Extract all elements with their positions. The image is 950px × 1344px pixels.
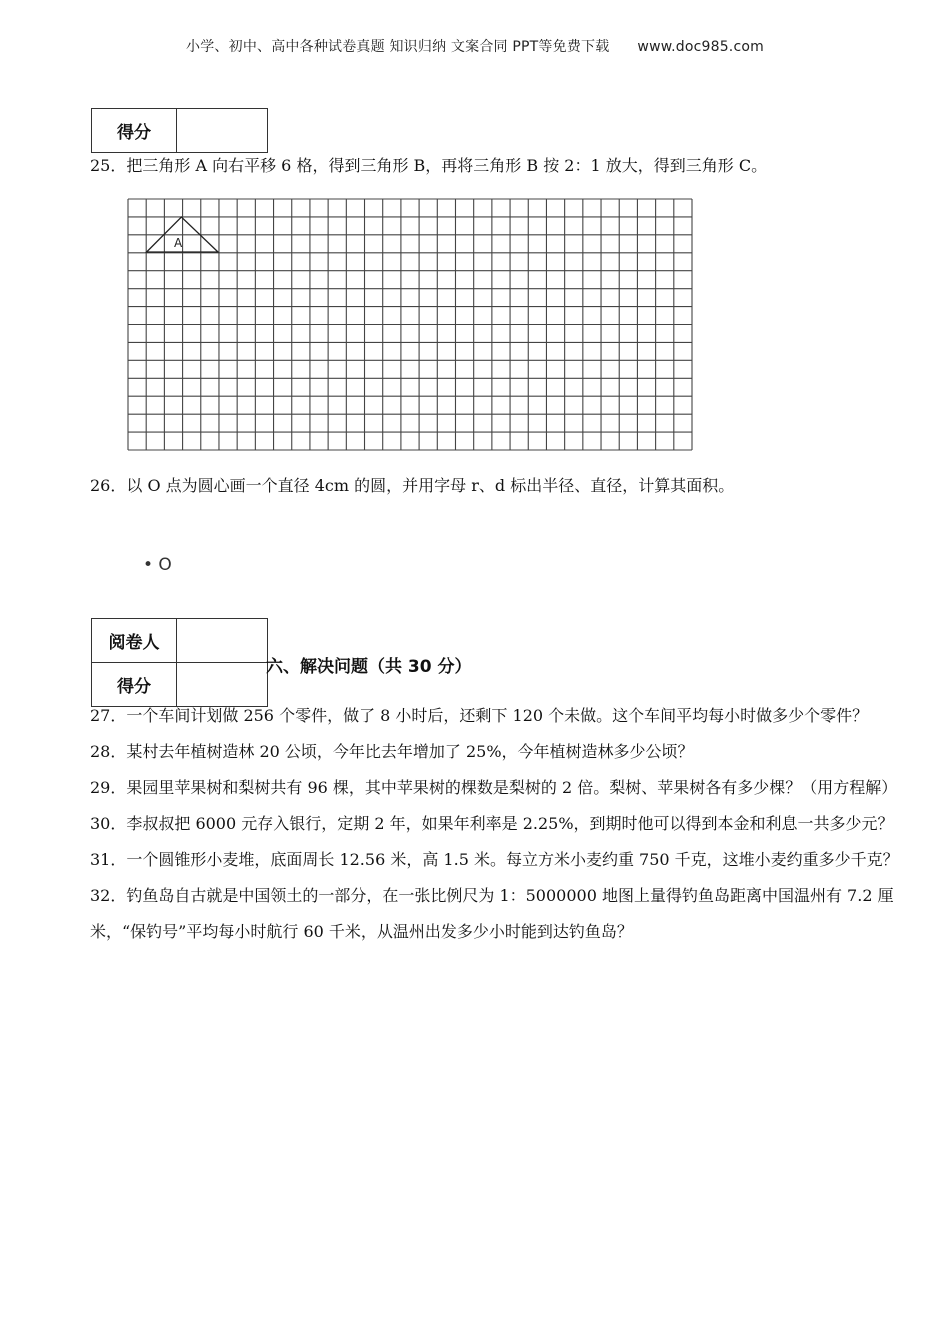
question-29: 29．果园里苹果树和梨树共有 96 棵，其中苹果树的棵数是梨树的 2 倍。梨树、苹果树各有多少棵？（用方程解） xyxy=(90,778,898,797)
section-title: 六、解决问题（共 30 分） xyxy=(266,657,472,677)
question-26: 26．以 O 点为圆心画一个直径 4cm 的圆，并用字母 r、d 标出半径、直径，计算其面积。 xyxy=(90,476,735,495)
reviewer-field[interactable] xyxy=(177,619,268,663)
question-32: 32．钓鱼岛自古就是中国领土的一部分，在一张比例尺为 1：5000000 地图上量得钓鱼岛距离中国温州有 7.2 厘米，“保钓号”平均每小时航行 60 千米，从温州出发多少小时能到达钓鱼岛？ xyxy=(90,886,894,941)
header-text: 小学、初中、高中各种试卷真题 知识归纳 文案合同 PPT等免费下载 xyxy=(186,39,610,55)
score-box-2 xyxy=(91,618,268,707)
question-30: 30．李叔叔把 6000 元存入银行，定期 2 年，如果年利率是 2.25%，到期时他可以得到本金和利息一共多少元？ xyxy=(90,814,894,833)
question-27: 27．一个车间计划做 256 个零件，做了 8 小时后，还剩下 120 个未做。这个车间平均每小时做多少个零件？ xyxy=(90,706,869,725)
page-header xyxy=(0,36,950,56)
question-25: 25．把三角形 A 向右平移 6 格，得到三角形 B，再将三角形 B 按 2：1 放大，得到三角形 C。 xyxy=(90,156,768,175)
question-31: 31．一个圆锥形小麦堆，底面周长 12.56 米，高 1.5 米。每立方米小麦约重 750 千克，这堆小麦约重多少千克？ xyxy=(90,850,899,869)
square-grid[interactable] xyxy=(125,196,695,454)
score-label: 得分 xyxy=(92,109,177,153)
point-o: • O xyxy=(143,555,172,575)
score-label: 得分 xyxy=(92,663,177,707)
score-box-1 xyxy=(91,108,268,153)
score-field[interactable] xyxy=(177,109,268,153)
questions-list xyxy=(90,698,910,950)
header-site-link[interactable]: www.doc985.com xyxy=(637,39,764,55)
triangle-label: A xyxy=(174,236,183,250)
question-28: 28．某村去年植树造林 20 公顷，今年比去年增加了 25%，今年植树造林多少公顷？ xyxy=(90,742,694,761)
reviewer-label: 阅卷人 xyxy=(92,619,177,663)
